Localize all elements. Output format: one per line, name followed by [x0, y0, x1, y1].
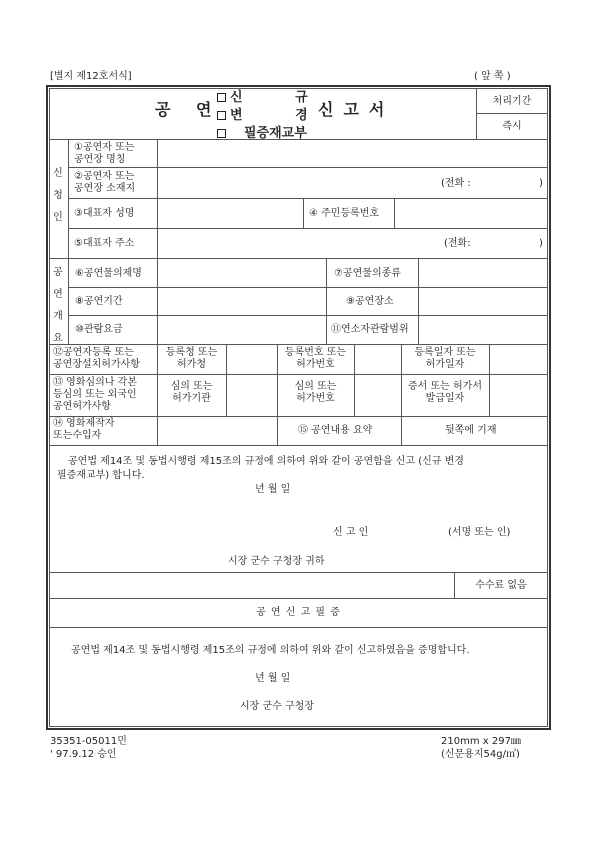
field-representative-name-label: ③대표자 성명: [74, 208, 135, 219]
certificate-issuer: 시장 군수 구청장: [240, 701, 314, 712]
fee-label: 수수료 없음: [475, 580, 527, 591]
field-age-rating-label: ⑪연소자관람범위: [331, 324, 409, 335]
reporter-label: 신 고 인: [333, 527, 369, 538]
review-number-label: 심의 또는 허가번호: [294, 381, 337, 404]
new-checkbox[interactable]: [217, 93, 226, 102]
certificate-text: 공연법 제14조 및 동법시행령 제15조의 규정에 의하여 위와 같이 신고하였음을 증명합니다.: [71, 645, 470, 656]
certificate-date: 년 월 일: [255, 673, 291, 684]
performer-phone-label: (전화 :: [441, 178, 471, 189]
footer-paper: (신문용지54g/㎡): [441, 749, 520, 760]
processing-period-label: 처리기간: [492, 96, 532, 107]
change-checkbox[interactable]: [217, 111, 226, 120]
certificate-title: 공 연 신 고 필 증: [256, 607, 341, 618]
option-change[interactable]: 변 경: [217, 110, 308, 122]
field-registration-label: ⑫공연자등록 또는 공연장설치허가사항: [53, 347, 140, 370]
footer-approval: ' 97.9.12 승인: [50, 749, 117, 760]
title-left: 공 연: [155, 100, 222, 119]
processing-period-value: 즉시: [502, 121, 522, 132]
field-period-label: ⑧공연기간: [75, 296, 123, 307]
field-producer-label: ⑭ 영화제작자 또는수입자: [53, 418, 115, 441]
field-performer-name-label: ①공연자 또는 공연장 명칭: [74, 142, 135, 165]
field-work-title-label: ⑥공연물의제명: [75, 268, 142, 279]
reissue-checkbox[interactable]: [217, 129, 226, 138]
declaration-text-line2: 필증재교부) 합니다.: [57, 470, 145, 481]
form-number: [별지 제12호서식]: [50, 71, 132, 82]
field-summary-label: ⑮ 공연내용 요약: [298, 425, 373, 436]
registration-date-label: 등록일자 또는 허가일자: [414, 347, 476, 370]
field-representative-address-label: ⑤대표자 주소: [74, 238, 135, 249]
registration-number-label: 등록번호 또는 허가번호: [284, 347, 347, 370]
review-agency-label: 심의 또는 허가기관: [170, 381, 213, 404]
summary-value: 뒷쪽에 기재: [445, 425, 497, 436]
addressee: 시장 군수 구청장 귀하: [228, 556, 325, 567]
review-date-label: 증서 또는 허가서 발급일자: [408, 381, 482, 404]
title-right: 신고서: [318, 100, 395, 119]
option-reissue[interactable]: 필증재교부: [217, 128, 327, 133]
representative-phone-label: (전화:: [444, 238, 471, 249]
declaration-text-line1: 공연법 제14조 및 동법시행령 제15조의 규정에 의하여 위와 같이 공연함을 신고 (신규 변경: [68, 456, 464, 467]
field-admission-fee-label: ⑩관람요금: [75, 324, 123, 335]
signature-label: (서명 또는 인): [448, 527, 511, 538]
performance-section-label: 공 연 개 요: [53, 267, 63, 344]
field-review-label: ⑬ 영화심의나 각본 등심의 또는 외국인 공연허가사항: [53, 377, 137, 412]
declaration-date: 년 월 일: [255, 484, 291, 495]
registration-agency-label: 등록청 또는 허가청: [165, 347, 218, 370]
field-resident-number-label: ④ 주민등록번호: [309, 208, 380, 219]
footer-code: 35351-05011민: [50, 736, 127, 747]
page-side-label: ( 앞 쪽 ): [474, 71, 511, 82]
field-work-type-label: ⑦공연물의종류: [334, 268, 401, 279]
option-new[interactable]: 신 규: [217, 92, 308, 104]
footer-size: 210mm x 297㎜: [441, 736, 521, 747]
field-venue-label: ⑨공연장소: [346, 296, 394, 307]
applicant-section-label: 신 청 인: [53, 168, 63, 223]
field-performer-address-label: ②공연자 또는 공연장 소재지: [74, 171, 136, 194]
